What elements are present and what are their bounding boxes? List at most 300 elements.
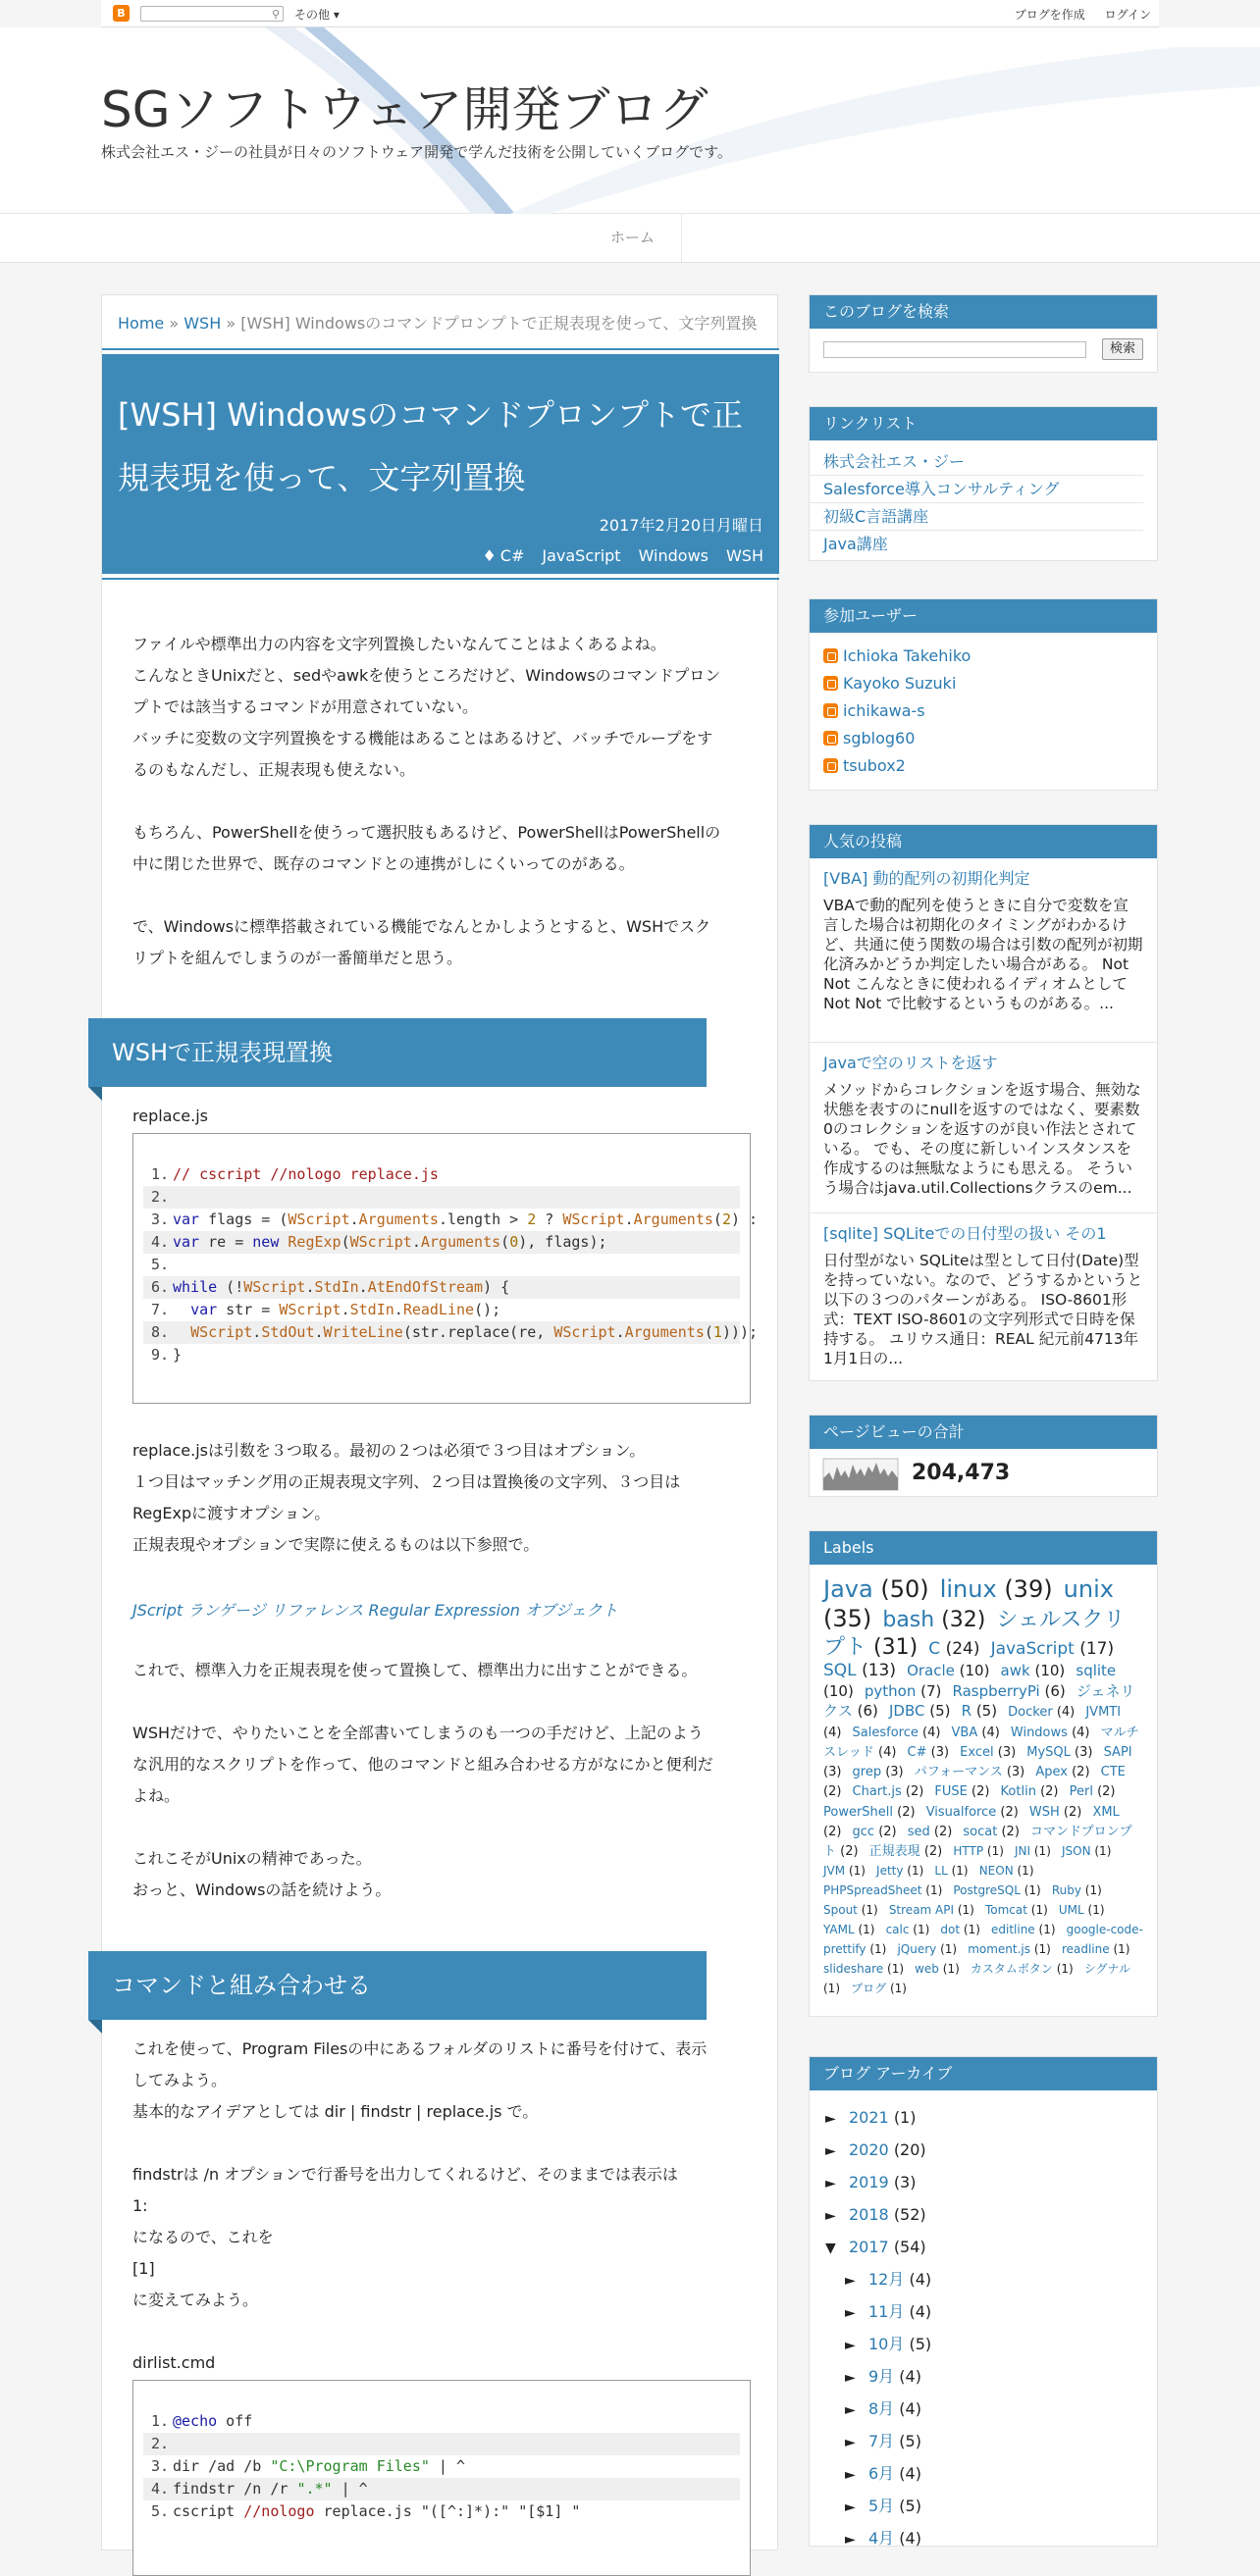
label-link[interactable]: Oracle — [907, 1662, 955, 1679]
archive-link[interactable]: 2019 — [849, 2173, 889, 2191]
archive-count: (5) — [899, 2432, 921, 2450]
label-count: (7) — [920, 1682, 942, 1701]
label-link[interactable]: Kotlin — [1000, 1784, 1036, 1800]
label-cloud-item — [853, 1784, 924, 1799]
label-cloud-item — [952, 1726, 1000, 1740]
label-count: (1) — [1056, 1962, 1074, 1977]
popular-post-title[interactable]: Javaで空のリストを返す — [823, 1054, 998, 1072]
tab-home[interactable]: ホーム — [584, 214, 682, 262]
archive-item — [810, 2458, 1157, 2491]
label-link[interactable]: C — [928, 1638, 941, 1659]
label-cloud-item — [962, 1702, 997, 1720]
widget-title: リンクリスト — [810, 407, 1157, 440]
label-count: (32) — [941, 1608, 986, 1632]
post-label-link[interactable]: WSH — [725, 546, 763, 565]
label-cloud-item — [934, 1864, 968, 1878]
blog-search-button[interactable]: 検索 — [1102, 338, 1143, 360]
label-count: (3) — [997, 1744, 1017, 1760]
label-link[interactable]: YAML — [823, 1923, 855, 1937]
label-count: (1) — [963, 1923, 980, 1937]
site-title[interactable]: SGソフトウェア開発ブログ — [101, 81, 709, 138]
toggle-closed-icon[interactable]: ► — [845, 2402, 856, 2418]
label-count: (2) — [897, 1804, 916, 1820]
label-link[interactable]: マルチスレッド — [823, 1725, 1139, 1760]
label-link[interactable]: JSON — [1061, 1844, 1091, 1858]
label-cloud-item — [865, 1682, 942, 1700]
label-link[interactable]: SAPI — [1103, 1744, 1132, 1760]
popular-post-snippet: VBAで動的配列を使うときに自分で変数を宣言した場合は初期化のタイミングがわかるけど、共通に使う関数の場合は引数の配列が初期化済みかどうか判定したい場合がある。 Not Not こんなときに使われるイディオムとして Not Not で比較するというものがある。... — [823, 897, 1143, 1012]
widget-title: ページビューの合計 — [810, 1416, 1157, 1449]
toggle-closed-icon[interactable]: ► — [845, 2532, 856, 2548]
label-count: (6) — [1044, 1682, 1066, 1701]
label-count: (4) — [823, 1725, 842, 1740]
label-link[interactable]: Excel — [960, 1744, 994, 1760]
label-link[interactable]: シグナル — [1083, 1962, 1130, 1977]
label-count: (2) — [923, 1844, 943, 1859]
label-count: (4) — [981, 1725, 1000, 1740]
label-count: (2) — [1063, 1804, 1082, 1820]
toggle-closed-icon[interactable]: ► — [845, 2467, 856, 2483]
label-count: (1) — [887, 1962, 905, 1977]
label-link[interactable]: gcc — [852, 1824, 875, 1839]
post-column — [101, 294, 778, 2550]
label-cloud-item — [853, 1726, 941, 1740]
label-count: (4) — [1056, 1705, 1076, 1721]
archive-count: (4) — [899, 2399, 921, 2418]
label-link[interactable]: PostgreSQL — [953, 1883, 1021, 1898]
label-link[interactable]: Stream API — [888, 1903, 955, 1918]
toggle-closed-icon[interactable]: ► — [825, 2111, 836, 2127]
post-paragraph: replace.jsは引数を３つ取る。最初の２つは必須で３つ目はオプション。 １つ目はマッチング用の正規表現文字列、２つ目は置換後の文字列、３つ目は RegExpに渡すオプション。 正規表現やオプションで実際に使えるものは以下参照で。 — [132, 1441, 681, 1554]
label-cloud-item — [991, 1639, 1115, 1659]
label-count: (1) — [861, 1903, 878, 1918]
archive-link[interactable]: 2020 — [849, 2140, 889, 2159]
label-count: (3) — [823, 1765, 842, 1779]
archive-item — [810, 2199, 1157, 2232]
label-cloud-item — [1029, 1805, 1081, 1820]
label-cloud-item — [823, 1661, 896, 1680]
breadcrumb-label-link[interactable]: WSH — [184, 314, 222, 333]
label-count: (1) — [913, 1923, 930, 1937]
label-link[interactable]: JNI — [1014, 1844, 1031, 1858]
label-link[interactable]: NEON — [978, 1864, 1014, 1879]
label-count: (1) — [1094, 1844, 1112, 1858]
toggle-open-icon[interactable]: ▼ — [825, 2241, 836, 2256]
link-list-item[interactable]: Salesforce導入コンサルティング — [810, 476, 1143, 503]
section-heading: WSHで正規表現置換 — [88, 1018, 707, 1087]
code-block: 1. // cscript //nologo replace.js 2. 3. var flags = (WScript.Arguments.length > 2 ? WScript.Arguments(2) : 4. var re = new RegExp(WScript.Arguments(0), flags); 5. 6. while (!WScript.StdIn.AtEndOfStream) { 7. var str = WScript.StdIn.ReadLine(); 8. WScript.StdOut.WriteLine(str.replace(re, WScript.Arguments(1))); 9. } — [132, 1133, 751, 1404]
label-count: (5) — [975, 1702, 998, 1721]
toggle-closed-icon[interactable]: ► — [845, 2435, 856, 2450]
label-count: (2) — [1072, 1765, 1090, 1779]
page-tabs — [0, 214, 1260, 263]
contributor-link[interactable]: ichikawa-s — [810, 697, 1157, 725]
blogger-navbar — [101, 0, 1159, 27]
popular-post-snippet: メソッドからコレクションを返す場合、無効な状態を表すのにnullを返すのではなく、要素数0のコレクションを返すのが良い作法とされている。 でも、その度に新しいインスタンスを作成するのは無駄なようにも思える。 そういう場合はjava.util.Collectionsクラスのem... — [823, 1081, 1141, 1197]
label-link[interactable]: Perl — [1069, 1784, 1093, 1800]
archive-list — [810, 2090, 1157, 2555]
label-cloud-item — [1062, 1942, 1130, 1956]
widget-title: 参加ユーザー — [810, 599, 1157, 633]
widget-title: ブログ アーカイブ — [810, 2057, 1157, 2090]
label-count: (2) — [823, 1784, 842, 1800]
popular-post-title[interactable]: [VBA] 動的配列の初期化判定 — [823, 869, 1030, 888]
label-link[interactable]: google-code-prettify — [823, 1923, 1143, 1957]
archive-item — [810, 2394, 1157, 2426]
label-cloud-item — [823, 1575, 929, 1603]
label-count: (1) — [986, 1844, 1004, 1858]
popular-post-title[interactable]: [sqlite] SQLiteでの日付型の扱い その1 — [823, 1224, 1107, 1243]
archive-item — [810, 2296, 1157, 2329]
label-count: (1) — [951, 1864, 969, 1879]
archive-link[interactable]: 6月 — [868, 2464, 895, 2483]
label-link[interactable]: calc — [885, 1923, 910, 1937]
blog-archive-widget — [809, 2056, 1158, 2547]
label-link[interactable]: ブログ — [851, 1982, 887, 1996]
label-cloud-item — [960, 1745, 1016, 1760]
navbar-search-input[interactable] — [140, 6, 284, 22]
label-cloud-item — [926, 1805, 1019, 1820]
tag-icon: ♦ — [482, 546, 497, 565]
label-cloud-item — [953, 1682, 1066, 1700]
archive-link[interactable]: 10月 — [868, 2335, 905, 2353]
archive-count: (4) — [899, 2367, 921, 2386]
archive-count: (3) — [893, 2173, 917, 2191]
navbar-more-menu[interactable]: その他 ▾ — [294, 8, 340, 22]
popular-post-snippet: 日付型がない SQLiteは型として日付(Date)型を持っていない。なので、どうするかというと以下の３つのパターンがある。 ISO-8601形式：TEXT ISO-8601の文字列形式で日時を保持する。 ユリウス通日：REAL 紀元前4713年1月1日の... — [823, 1252, 1143, 1367]
login-link[interactable]: ログイン — [1104, 8, 1151, 22]
archive-count: (20) — [893, 2140, 926, 2159]
post-paragraph: findstrは /n オプションで行番号を出力してくれるけど、そのままでは表示は 1: になるので、これを [1] に変えてみよう。 — [132, 2165, 678, 2309]
post-paragraph: もちろん、PowerShellを使うって選択肢もあるけど、PowerShellはPowerShellの 中に閉じた世界で、既存のコマンドとの連携がしにくいってのがある。 — [132, 823, 721, 873]
toggle-closed-icon[interactable]: ► — [845, 2273, 856, 2289]
label-link[interactable]: web — [915, 1962, 939, 1977]
label-link[interactable]: Chart.js — [852, 1784, 902, 1800]
label-count: (2) — [933, 1824, 953, 1839]
label-cloud — [810, 1565, 1157, 2007]
label-link[interactable]: dot — [940, 1923, 961, 1937]
label-link[interactable]: PowerShell — [823, 1804, 894, 1820]
label-count: (2) — [905, 1784, 924, 1800]
archive-count: (5) — [899, 2497, 921, 2515]
archive-count: (4) — [909, 2270, 932, 2289]
toggle-closed-icon[interactable]: ► — [845, 2499, 856, 2515]
breadcrumb-current: [WSH] Windowsのコマンドプロンプトで正規表現を使って、文字列置換 — [240, 314, 758, 333]
archive-count: (4) — [899, 2464, 921, 2483]
label-count: (1) — [1033, 1844, 1051, 1858]
archive-link[interactable]: 4月 — [868, 2529, 895, 2548]
archive-count: (54) — [893, 2238, 926, 2256]
label-link[interactable]: MySQL — [1026, 1744, 1071, 1760]
label-link[interactable]: bash — [882, 1608, 935, 1632]
archive-count: (4) — [909, 2302, 932, 2321]
blogger-profile-icon — [823, 648, 838, 663]
post-header — [102, 350, 779, 574]
label-count: (1) — [1113, 1942, 1130, 1957]
label-count: (1) — [1033, 1942, 1051, 1957]
link-list-item[interactable]: 初級C言語講座 — [810, 503, 1143, 531]
label-cloud-item — [1059, 1903, 1105, 1917]
toggle-closed-icon[interactable]: ► — [825, 2176, 836, 2191]
label-link[interactable]: slideshare — [823, 1962, 884, 1977]
label-cloud-item — [934, 1784, 989, 1799]
label-count: (10) — [1034, 1662, 1066, 1679]
post-label-link[interactable]: JavaScript — [542, 546, 621, 565]
label-cloud-item — [889, 1702, 951, 1720]
label-link[interactable]: Ruby — [1051, 1883, 1081, 1898]
label-link[interactable]: JDBC — [888, 1702, 925, 1721]
blog-header — [0, 27, 1260, 214]
label-link[interactable]: UML — [1058, 1903, 1084, 1918]
label-count: (3) — [1075, 1744, 1093, 1760]
label-cloud-item — [985, 1903, 1048, 1917]
archive-item — [810, 2102, 1157, 2135]
label-cloud-item — [1001, 1662, 1066, 1679]
label-link[interactable]: JavaScript — [990, 1638, 1075, 1659]
post-paragraph: これこそがUnixの精神であった。 おっと、Windowsの話を続けよう。 — [132, 1849, 392, 1899]
link-list-widget — [809, 406, 1158, 561]
label-link[interactable]: Jetty — [876, 1864, 904, 1879]
label-cloud-item — [897, 1942, 957, 1956]
label-cloud-item — [1015, 1844, 1051, 1858]
archive-link[interactable]: 7月 — [868, 2432, 895, 2450]
toggle-closed-icon[interactable]: ► — [845, 2305, 856, 2321]
label-count: (1) — [925, 1883, 943, 1898]
label-link[interactable]: ジェネリクス — [823, 1682, 1135, 1721]
blogger-profile-icon — [823, 731, 838, 746]
label-link[interactable]: PHPSpreadSheet — [823, 1883, 922, 1898]
label-cloud-item — [1001, 1784, 1059, 1799]
label-link[interactable]: jQuery — [897, 1942, 937, 1957]
contributor-link[interactable]: tsubox2 — [810, 752, 1157, 780]
label-count: (1) — [889, 1982, 907, 1996]
label-count: (31) — [873, 1634, 919, 1660]
contributor-link[interactable]: Ichioka Takehiko — [810, 643, 1157, 670]
label-count: (1) — [1084, 1883, 1102, 1898]
label-cloud-item — [1035, 1765, 1089, 1779]
label-count: (2) — [1000, 1804, 1019, 1820]
blog-search-widget — [809, 294, 1158, 373]
create-blog-link[interactable]: ブログを作成 — [1014, 8, 1085, 22]
contributor-link[interactable]: sgblog60 — [810, 725, 1157, 752]
widget-title: Labels — [810, 1531, 1157, 1565]
label-link[interactable]: moment.js — [968, 1942, 1031, 1957]
post-paragraph: で、Windowsに標準搭載されている機能でなんとかしようとすると、WSHでスク リプトを組んでしまうのが一番簡単だと思う。 — [132, 917, 711, 967]
archive-link[interactable]: 9月 — [868, 2367, 895, 2386]
breadcrumb-separator: » — [169, 314, 180, 333]
post-paragraph: WSHだけで、やりたいことを全部書いてしまうのも一つの手だけど、上記のよう な汎用的なスクリプトを作って、他のコマンドと組み合わせる方がなにかと便利だ よね。 — [132, 1724, 713, 1805]
label-cloud-item — [823, 1903, 878, 1917]
label-cloud-item — [963, 1825, 1020, 1839]
archive-link[interactable]: 11月 — [868, 2302, 905, 2321]
label-count: (2) — [878, 1824, 897, 1839]
label-cloud-item — [953, 1844, 1004, 1858]
jscript-reference-link[interactable]: JScript ランゲージ リファレンス Regular Expression オブジェクト — [132, 1601, 618, 1620]
labels-widget — [809, 1530, 1158, 2017]
label-cloud-item — [908, 1745, 950, 1760]
archive-item — [810, 2135, 1157, 2167]
label-link[interactable]: linux — [939, 1575, 997, 1603]
label-link[interactable]: 正規表現 — [868, 1844, 920, 1859]
label-count: (4) — [878, 1744, 897, 1760]
label-link[interactable]: XML — [1092, 1804, 1120, 1820]
label-cloud-item — [1070, 1784, 1116, 1799]
archive-link[interactable]: 12月 — [868, 2270, 905, 2289]
link-list-item[interactable]: Java講座 — [823, 535, 888, 553]
label-cloud-item — [991, 1923, 1056, 1936]
archive-count: (5) — [909, 2335, 932, 2353]
label-cloud-item — [869, 1844, 943, 1859]
label-count: (1) — [848, 1864, 866, 1879]
label-cloud-item — [823, 1864, 866, 1878]
label-cloud-item — [1026, 1745, 1092, 1760]
contributor-link[interactable]: Kayoko Suzuki — [810, 670, 1157, 697]
label-link[interactable]: Docker — [1008, 1705, 1053, 1721]
blogger-profile-icon — [823, 676, 838, 691]
label-count: (3) — [885, 1765, 904, 1779]
label-link[interactable]: パフォーマンス — [914, 1765, 1003, 1779]
blogger-profile-icon — [823, 758, 838, 773]
label-link[interactable]: grep — [852, 1765, 882, 1779]
label-count: (1) — [869, 1942, 887, 1957]
toggle-closed-icon[interactable]: ► — [845, 2338, 856, 2353]
archive-item — [810, 2329, 1157, 2361]
site-description: 株式会社エス・ジーの社員が日々のソフトウェア開発で学んだ技術を公開していくブログです。 — [101, 143, 732, 161]
label-cloud-item — [823, 1923, 874, 1936]
label-link[interactable]: awk — [1000, 1662, 1030, 1679]
label-link[interactable]: WSH — [1028, 1804, 1060, 1820]
label-link[interactable]: Visualforce — [925, 1804, 997, 1820]
post-paragraph: これで、標準入力を正規表現を使って置換して、標準出力に出すことができる。 — [132, 1661, 698, 1679]
label-link[interactable]: sed — [907, 1824, 930, 1839]
label-cloud-item — [889, 1903, 974, 1917]
archive-link[interactable]: 5月 — [868, 2497, 895, 2515]
label-count: (1) — [1038, 1923, 1056, 1937]
label-link[interactable]: FUSE — [934, 1784, 968, 1800]
popular-posts-widget — [809, 824, 1158, 1381]
post-labels — [482, 546, 763, 565]
post-paragraph: ファイルや標準出力の内容を文字列置換したいなんてことはよくあるよね。 こんなときUnixだと、sedやawkを使うところだけど、Windowsのコマンドプロン プトでは該当するコマンドが用意されていない。 バッチに変数の文字列置換をする機能はあることはあるけど、バッチでループをす るのもなんだし、正規表現も使えない。 — [132, 635, 721, 779]
label-cloud-item — [940, 1575, 1053, 1603]
archive-link[interactable]: 2018 — [849, 2205, 889, 2224]
label-count: (1) — [907, 1864, 924, 1879]
label-link[interactable]: python — [864, 1682, 917, 1701]
label-cloud-item — [1008, 1705, 1075, 1720]
label-link[interactable]: Spout — [823, 1903, 858, 1918]
blog-search-input[interactable] — [823, 341, 1086, 358]
label-count: (1) — [1087, 1903, 1105, 1918]
blogger-profile-icon — [823, 703, 838, 718]
label-count: (1) — [1017, 1864, 1034, 1879]
label-count: (3) — [930, 1744, 950, 1760]
label-link[interactable]: HTTP — [953, 1844, 984, 1858]
label-cloud-item — [1062, 1844, 1111, 1858]
pageviews-count: 204,473 — [912, 1461, 1011, 1485]
label-link[interactable]: C# — [907, 1744, 927, 1760]
label-link[interactable]: シェルスクリプト — [823, 1608, 1126, 1660]
label-count: (1) — [942, 1962, 960, 1977]
label-cloud-item — [968, 1942, 1051, 1956]
label-cloud-item — [971, 1962, 1074, 1976]
label-count: (10) — [959, 1662, 990, 1679]
label-count: (1) — [940, 1942, 958, 1957]
label-link[interactable]: SQL — [823, 1661, 857, 1680]
label-link[interactable]: コマンドプロンプト — [823, 1824, 1132, 1859]
search-icon[interactable]: ⚲ — [271, 8, 280, 21]
label-count: (50) — [880, 1575, 929, 1603]
label-count: (1) — [823, 1982, 840, 1996]
label-link[interactable]: unix — [1063, 1575, 1114, 1603]
contributors-widget — [809, 598, 1158, 791]
archive-item — [810, 2167, 1157, 2199]
label-link[interactable]: R — [961, 1702, 972, 1721]
label-link[interactable]: Java — [823, 1575, 873, 1603]
label-cloud-item — [940, 1923, 980, 1936]
label-link[interactable]: RaspberryPi — [952, 1682, 1040, 1701]
archive-item — [810, 2426, 1157, 2458]
label-cloud-item — [823, 1883, 942, 1897]
label-count: (10) — [823, 1682, 854, 1701]
archive-item — [810, 2491, 1157, 2523]
label-link[interactable]: Apex — [1035, 1765, 1068, 1779]
label-link[interactable]: socat — [963, 1824, 998, 1839]
label-link[interactable]: editline — [990, 1923, 1035, 1937]
pageviews-widget — [809, 1415, 1158, 1497]
label-count: (3) — [1006, 1765, 1025, 1779]
code-filename: replace.js — [132, 1107, 208, 1125]
breadcrumb — [118, 311, 757, 334]
toggle-closed-icon[interactable]: ► — [825, 2208, 836, 2224]
code-filename: dirlist.cmd — [132, 2353, 216, 2372]
archive-link[interactable]: 2021 — [849, 2108, 889, 2127]
label-count: (17) — [1079, 1638, 1115, 1659]
label-link[interactable]: LL — [934, 1864, 948, 1879]
archive-link[interactable]: 2017 — [849, 2238, 889, 2256]
archive-item — [810, 2264, 1157, 2296]
post-label-link[interactable]: C# — [499, 546, 525, 565]
link-list-item[interactable]: 株式会社エス・ジー — [810, 448, 1143, 476]
label-link[interactable]: カスタムボタン — [970, 1962, 1053, 1977]
blogger-logo-icon[interactable]: B — [113, 5, 130, 22]
label-cloud-item — [907, 1662, 989, 1679]
archive-item — [810, 2523, 1157, 2555]
label-link[interactable]: CTE — [1100, 1765, 1126, 1779]
label-cloud-item — [851, 1982, 907, 1995]
code-block: 1. @echo off 2. 3. dir /ad /b "C:\Program Files" | ^ 4. findstr /n /r ".*" | ^ 5. cscript //nologo replace.js "([^:]*):" "[$1] " — [132, 2380, 751, 2576]
label-link[interactable]: readline — [1061, 1942, 1110, 1957]
toggle-closed-icon[interactable]: ► — [825, 2143, 836, 2159]
toggle-closed-icon[interactable]: ► — [845, 2370, 856, 2386]
label-link[interactable]: Salesforce — [852, 1725, 919, 1740]
popular-post-item — [810, 1213, 1157, 1380]
label-count: (24) — [945, 1638, 980, 1659]
label-cloud-item — [853, 1765, 904, 1779]
breadcrumb-home-link[interactable]: Home — [118, 314, 165, 333]
label-cloud-item — [953, 1883, 1040, 1897]
label-count: (1) — [1024, 1883, 1041, 1898]
label-count: (35) — [823, 1605, 872, 1632]
label-count: (2) — [971, 1784, 990, 1800]
label-link[interactable]: Windows — [1010, 1725, 1068, 1740]
label-link[interactable]: JVM — [823, 1864, 846, 1879]
label-link[interactable]: Tomcat — [984, 1903, 1027, 1918]
label-link[interactable]: VBA — [951, 1725, 978, 1740]
label-cloud-item — [1011, 1726, 1090, 1740]
label-link[interactable]: sqlite — [1076, 1662, 1117, 1679]
label-link[interactable]: JVMTI — [1085, 1705, 1122, 1721]
archive-link[interactable]: 8月 — [868, 2399, 895, 2418]
post-label-link[interactable]: Windows — [638, 546, 709, 565]
